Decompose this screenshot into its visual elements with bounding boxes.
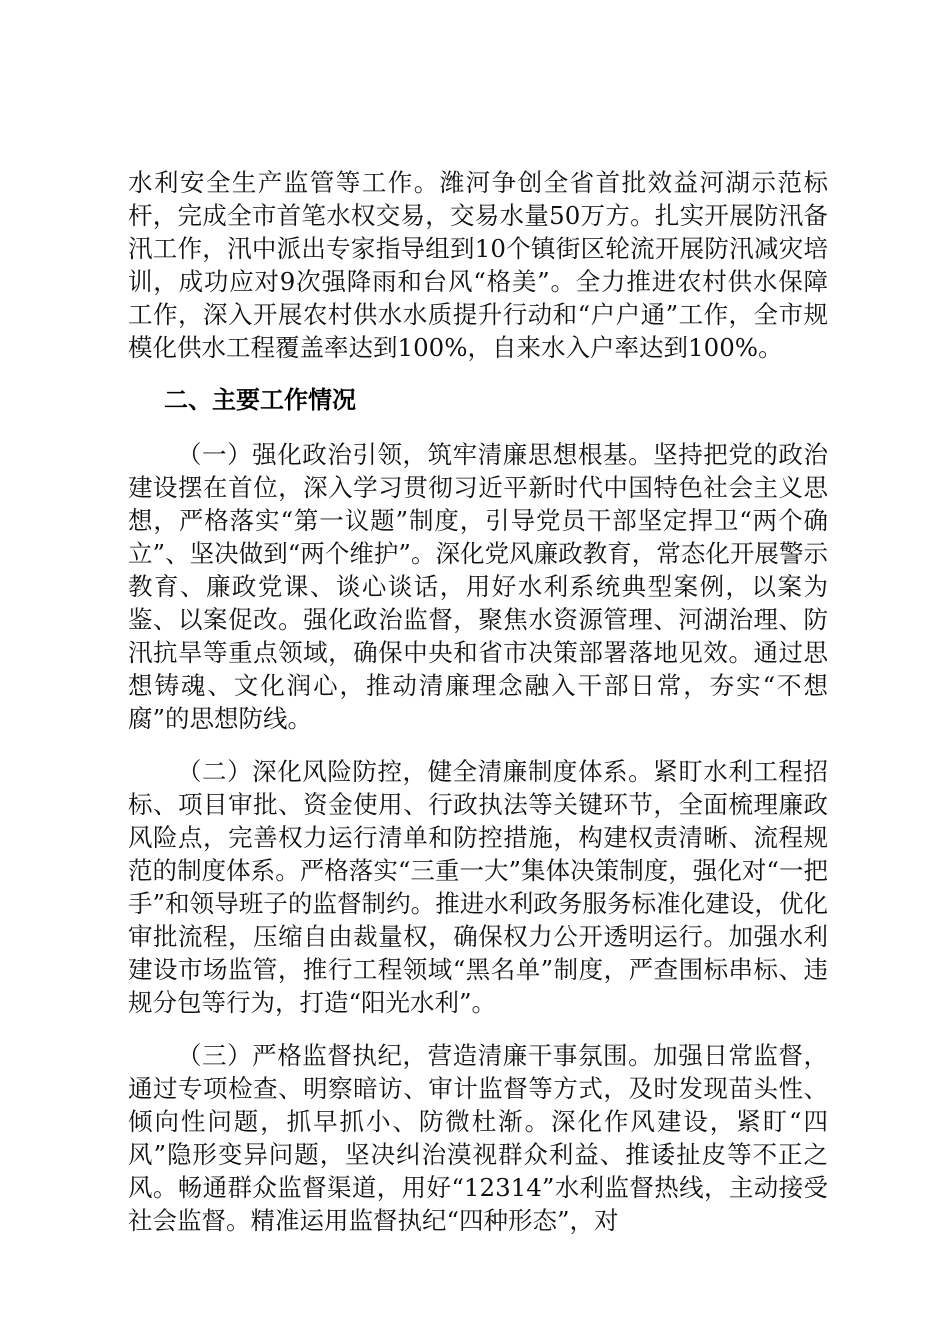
section-paragraph-3: （三）严格监督执纪，营造清廉干事氛围。加强日常监督，通过专项检查、明察暗访、审计监督等方式，及时发现苗头性、倾向性问题，抓早抓小、防微杜渐。深化作风建设，紧盯“四风”隐形变异问题，坚决纠治漠视群众利益、推诿扯皮等不正之风。畅通群众监督渠道，用好“12314”水利监督热线，主动接受社会监督。精准运用监督执纪“四种形态”，对 bbox=[128, 1041, 828, 1235]
intro-paragraph: 水利安全生产监管等工作。潍河争创全省首批效益河湖示范标杆，完成全市首笔水权交易，交易水量50万方。扎实开展防汛备汛工作，汛中派出专家指导组到10个镇街区轮流开展防汛减灾培训，成功应对9次强降雨和台风“格美”。全力推进农村供水保障工作，深入开展农村供水水质提升行动和“户户通”工作，全市规模化供水工程覆盖率达到100%，自来水入户率达到100%。 bbox=[128, 168, 828, 362]
section-paragraph-2: （二）深化风险防控，健全清廉制度体系。紧盯水利工程招标、项目审批、资金使用、行政执法等关键环节，全面梳理廉政风险点，完善权力运行清单和防控措施，构建权责清晰、流程规范的制度体系。严格落实“三重一大”集体决策制度，强化对“一把手”和领导班子的监督制约。推进水利政务服务标准化建设，优化审批流程，压缩自由裁量权，确保权力公开透明运行。加强水利建设市场监管，推行工程领域“黑名单”制度，严查围标串标、违规分包等行为，打造“阳光水利”。 bbox=[128, 757, 828, 1017]
section-heading: 二、主要工作情况 bbox=[164, 386, 356, 414]
section-paragraph-1: （一）强化政治引领，筑牢清廉思想根基。坚持把党的政治建设摆在首位，深入学习贯彻习近平新时代中国特色社会主义思想，严格落实“第一议题”制度，引导党员干部坚定捍卫“两个确立”、坚决做到“两个维护”。深化党风廉政教育，常态化开展警示教育、廉政党课、谈心谈话，用好水利系统典型案例，以案为鉴、以案促改。强化政治监督，聚焦水资源管理、河湖治理、防汛抗旱等重点领域，确保中央和省市决策部署落地见效。通过思想铸魂、文化润心，推动清廉理念融入干部日常，夯实“不想腐”的思想防线。 bbox=[128, 440, 828, 733]
document-body bbox=[128, 166, 828, 1257]
